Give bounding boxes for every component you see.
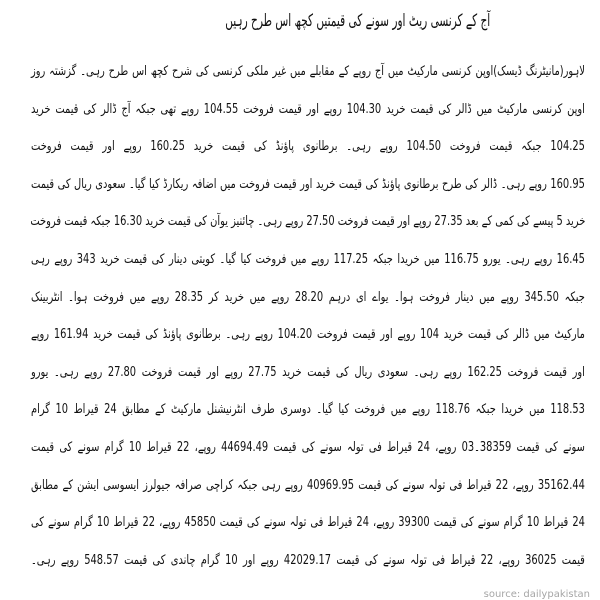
article-line-row: [30, 128, 585, 166]
article-line-row: [30, 316, 585, 354]
article-line: 16.45 روپے رہی۔ یورو 116.75 میں خریدا جبکہ 117.25 روپے میں فروخت کیا گیا۔ کویتی دینار کی قیمت خرید 343 روپے رہی: [31, 251, 585, 267]
article-line: 24 قیراط 10 گرام سونے کی قیمت 39300 روپے، 24 قیراط فی تولہ سونے کی قیمت 45850 روپے، 22 قیراط 10 گرام سونے کی: [31, 515, 585, 531]
article-line: اور قیمت فروخت 162.25 روپے رہی۔ سعودی ریال کی قیمت خرید 27.75 روپے اور قیمت فروخت 27.80 روپے رہی۔ یورو: [31, 364, 585, 380]
article-line-row: [30, 166, 585, 204]
article-line: مارکیٹ میں ڈالر کی قیمت خرید 104 روپے اور قیمت فروخت 104.20 روپے رہی۔ برطانوی پاؤنڈ کی قیمت خرید 161.94 روپے: [31, 327, 585, 343]
article-line-row: [30, 467, 585, 505]
article-line-row: [30, 53, 585, 91]
article-line-row: [30, 279, 585, 317]
article-line: سونے کی قیمت 38359۔03 روپے، 24 قیراط فی تولہ سونے کی قیمت 44694.49 روپے، 22 قیراط 10 گرام سونے کی قیمت: [31, 439, 585, 455]
article-line-row: [30, 241, 585, 279]
article-line: قیمت 36025 روپے، 22 قیراط فی تولہ سونے کی قیمت 42029.17 روپے اور 10 گرام چاندی کی قیمت 548.57 روپے رہی۔: [31, 552, 585, 568]
article-line-row: [30, 542, 585, 580]
article-line: لاہور(مانیٹرنگ ڈیسک)اوپن کرنسی مارکیٹ میں آج روپے کے مقابلے میں غیر ملکی کرنسی کی شرح کچھ اس طرح رہی۔ گزشتہ روز: [31, 64, 585, 79]
article-line-row: [30, 91, 585, 129]
article-line-row: [30, 203, 585, 241]
article-line-row: [30, 391, 585, 429]
article-line: اوپن کرنسی مارکیٹ میں ڈالر کی قیمت خرید 104.30 روپے اور قیمت فروخت 104.55 روپے تھی جبکہ آج ڈالر کی قیمت خرید: [31, 101, 585, 117]
article-line-row: [30, 354, 585, 392]
article-body: [30, 53, 585, 579]
article-line: 118.53 میں خریدا جبکہ 118.76 روپے میں فروخت کیا گیا۔ دوسری طرف انٹرنیشنل مارکیٹ کے مطابق 24 قیراط 10 گرام: [31, 402, 585, 418]
article-line: 104.25 جبکہ قیمت فروخت 104.50 روپے رہی۔ برطانوی پاؤنڈ کی قیمت خرید 160.25 روپے اور قیمت فروخت: [31, 139, 585, 155]
article-line: جبکہ 345.50 روپے میں دینار فروخت ہوا۔ یواے ای درہم 28.20 روپے میں خرید کر 28.35 روپے میں فروخت ہوا۔ انٹربینک: [31, 289, 585, 305]
article-line-row: [30, 429, 585, 467]
article-line: 35162.44 روپے، 22 قیراط فی تولہ سونے کی قیمت 40969.95 روپے رہی جبکہ کراچی صرافہ جیولرز ایسوسی ایشن کے مطابق: [31, 477, 585, 493]
article-line: خرید 5 پیسے کی کمی کے بعد 27.35 روپے اور قیمت فروخت 27.50 روپے رہی۔ چائنیز یوآن کی قیمت خرید 16.30 جبکہ قیمت فروخت: [30, 214, 585, 230]
article-headline: آج کے کرنسی ریٹ اور سونے کی قیمتیں کچھ اس طرح رہیں: [225, 11, 490, 31]
headline-row: [0, 6, 490, 36]
article-line-row: [30, 504, 585, 542]
source-watermark: source: dailypakistan: [483, 589, 590, 600]
article-line: 160.95 روپے رہی۔ ڈالر کی طرح برطانوی پاؤنڈ کی قیمت خرید اور قیمت فروخت میں اضافہ ریکارڈ کیا گیا۔ سعودی ریال کی قیمت: [31, 176, 585, 192]
